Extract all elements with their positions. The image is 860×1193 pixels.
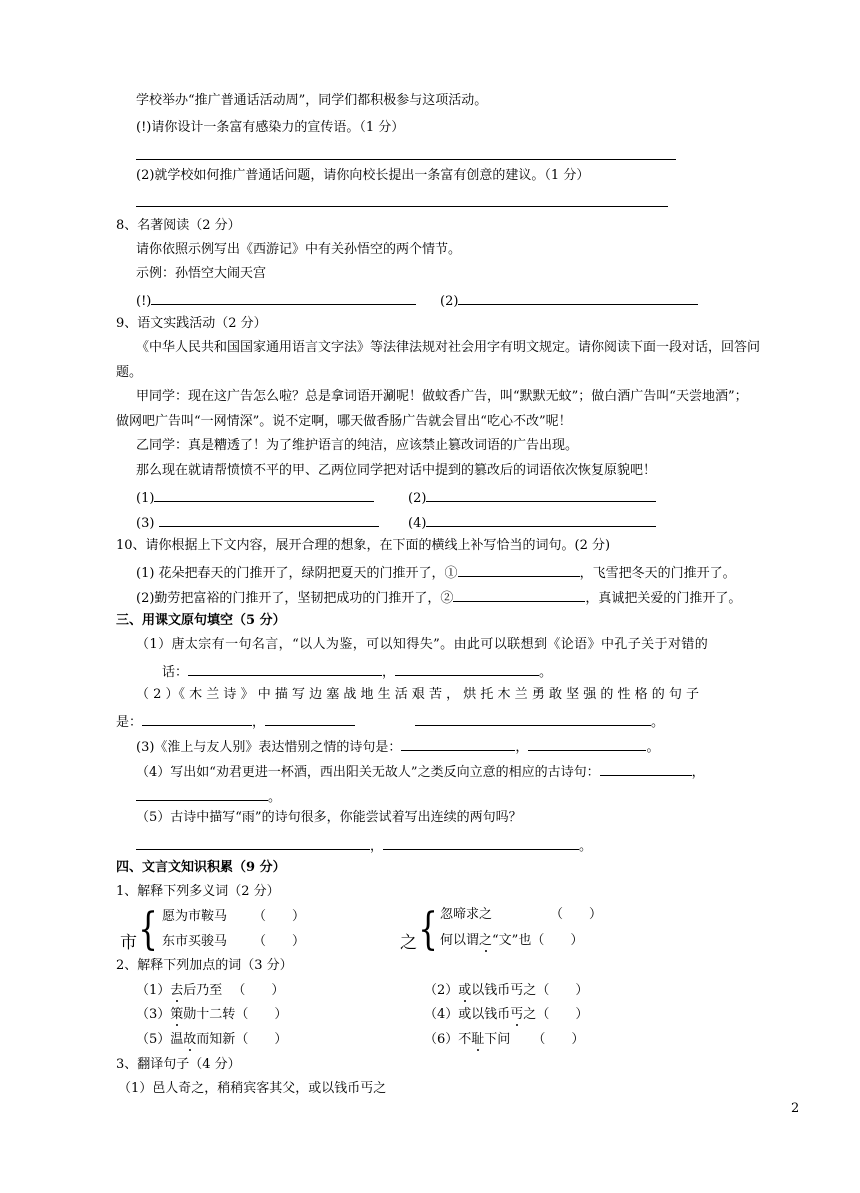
- polysemy-item-2[interactable]: 东市买骏马 （ ）: [162, 934, 306, 949]
- left-brace: {: [418, 904, 438, 955]
- q10-item-2[interactable]: (2)勤劳把富裕的门推开了，坚韧把成功的门推开了，② ，真诚把关爱的门推开了。: [136, 587, 741, 608]
- translate-sentence-1: （1）邑人奇之，稍稍宾客其父，或以钱币丐之: [118, 1081, 387, 1096]
- q9-para4: 那么现在就请帮愤愤不平的甲、乙两位同学把对话中提到的篡改后的词语依次恢复原貌吧！: [136, 463, 657, 478]
- left-brace: {: [138, 904, 158, 955]
- dotted-word-3[interactable]: （3）策勋十二转（ ）: [136, 1007, 288, 1022]
- q9-para3: 乙同学：真是糟透了！为了维护语言的纯洁，应该禁止篡改词语的广告出现。: [136, 438, 579, 453]
- q8-example: 示例：孙悟空大闹天宫: [136, 266, 267, 281]
- q7-2-answer-line[interactable]: [136, 192, 668, 213]
- q9-para2-line1: 甲同学：现在这广告怎么啦？总是拿词语开涮呢！做蚊香广告，叫“默默无蚊”；做白酒广告叫“天尝地酒”；: [136, 389, 748, 404]
- intro-text: 学校举办“推广普通话活动周”，同学们都积极参与这项活动。: [136, 93, 488, 108]
- dotted-word-4[interactable]: （4）或以钱币丐之（ ）: [424, 1007, 589, 1022]
- q9-title: 9、语文实践活动（2 分）: [116, 316, 267, 331]
- section-4-title: 四、文言文知识积累（9 分）: [116, 860, 286, 875]
- polysemy-item-3[interactable]: 忽啼求之 （ ）: [440, 907, 603, 922]
- q9-blank-3[interactable]: [136, 512, 379, 533]
- page-number: 2: [791, 1101, 800, 1116]
- s3-q4[interactable]: （4）写出如“劝君更进一杯酒，西出阳关无故人”之类反向立意的相应的古诗句： ，: [136, 761, 705, 782]
- q8-blank-1-label: (!): [136, 294, 152, 309]
- q9-blank-3-label: (3): [136, 516, 155, 531]
- q10-item-1[interactable]: (1) 花朵把春天的门推开了，绿阴把夏天的门推开了，① ，飞雪把冬天的门推开了。: [136, 562, 736, 583]
- polysemy-char-zhi: 之: [400, 933, 417, 953]
- dotted-word-6[interactable]: （6）不耻下问 （ ）: [424, 1032, 585, 1047]
- s4-q2-title: 2、解释下列加点的词（3 分）: [116, 958, 293, 973]
- q9-blank-1[interactable]: [136, 487, 374, 508]
- s3-q4-line2[interactable]: 。: [136, 786, 281, 807]
- q7-1-text: (!)请你设计一条富有感染力的宣传语。（1 分）: [136, 120, 405, 135]
- s3-q1-line1: （1）唐太宗有一句名言，“以人为鉴，可以知得失”。由此可以联想到《论语》中孔子关于对错的: [136, 637, 709, 652]
- polysemy-char-shi: 市: [120, 933, 137, 953]
- dotted-word-2[interactable]: （2）或以钱币丐之（ ）: [424, 983, 589, 998]
- q9-blank-2-label: (2): [408, 491, 427, 506]
- s3-q2-line1: （ 2 ）《 木 兰 诗 》 中 描 写 边 塞 战 地 生 活 艰 苦 ， 烘 托 木 兰 勇 敢 坚 强 的 性 格 的 句 子: [136, 687, 700, 702]
- q9-para1-line1: 《中华人民共和国国家通用语言文字法》等法律法规对社会用字有明文规定。请你阅读下面一段对话，回答问: [136, 340, 761, 355]
- s4-q1-title: 1、解释下列多义词（2 分）: [116, 884, 280, 899]
- q8-prompt: 请你依照示例写出《西游记》中有关孙悟空的两个情节。: [136, 242, 462, 257]
- q7-2-text: (2)就学校如何推广普通话问题，请你向校长提出一条富有创意的建议。（1 分）: [136, 168, 590, 183]
- s3-q5-blanks[interactable]: ， 。: [136, 835, 592, 856]
- q9-blank-1-label: (1): [136, 491, 155, 506]
- s3-q5: （5）古诗中描写“雨”的诗句很多，你能尝试着写出连续的两句吗？: [136, 810, 522, 825]
- s4-q3-title: 3、翻译句子（4 分）: [116, 1057, 241, 1072]
- q9-para2-line2: 做网吧广告叫“一网情深”。说不定啊，哪天做香肠广告就会冒出“吃心不改”呢！: [116, 414, 572, 429]
- q9-blank-4-label: (4): [408, 516, 427, 531]
- dotted-word-5[interactable]: （5）温故而知新（ ）: [136, 1032, 288, 1047]
- section-3-title: 三、用课文原句填空（5 分）: [116, 613, 286, 628]
- q8-title: 8、名著阅读（2 分）: [116, 218, 241, 233]
- s3-q2-blanks[interactable]: 是： ， 。: [116, 711, 664, 732]
- q8-blank-2-label: (2): [440, 294, 459, 309]
- polysemy-item-1[interactable]: 愿为市鞍马 （ ）: [162, 909, 306, 924]
- q9-para1-line2: 题。: [116, 365, 143, 380]
- s3-q3[interactable]: (3)《淮上与友人别》表达惜别之情的诗句是： ， 。: [136, 736, 659, 757]
- q9-blank-4[interactable]: [408, 512, 656, 533]
- s3-q1-blanks[interactable]: 话： ， 。: [162, 661, 552, 682]
- q10-title: 10、请你根据上下文内容，展开合理的想象，在下面的横线上补写恰当的词句。(2 分): [116, 538, 611, 553]
- q7-1-answer-line[interactable]: [136, 145, 676, 166]
- q8-blank-1[interactable]: [136, 290, 416, 311]
- polysemy-item-4[interactable]: 何以谓之“文”也（ ）: [440, 933, 584, 948]
- q8-blank-2[interactable]: [440, 290, 698, 311]
- q9-blank-2[interactable]: [408, 487, 656, 508]
- dotted-word-1[interactable]: （1）去后乃至 （ ）: [136, 983, 285, 998]
